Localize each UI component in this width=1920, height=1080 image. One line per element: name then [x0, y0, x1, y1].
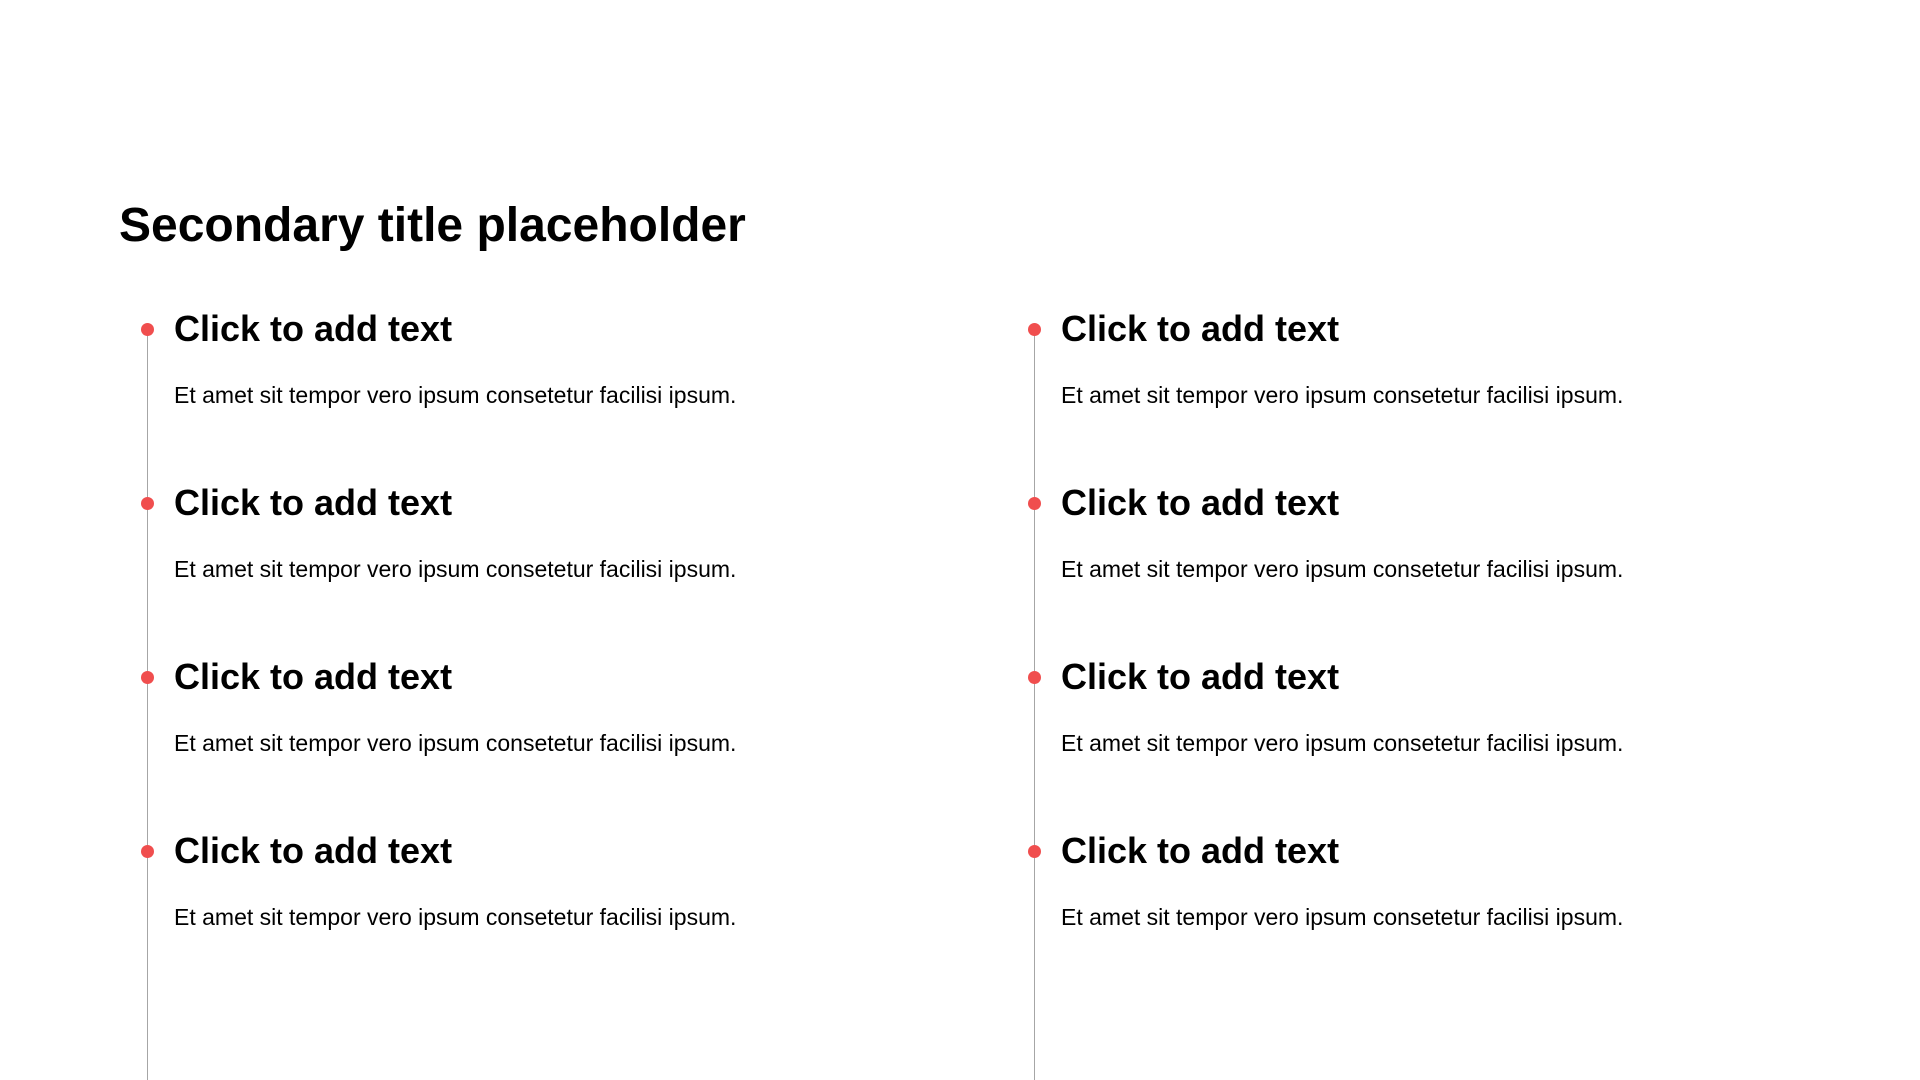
- timeline-dot-icon: [1028, 845, 1041, 858]
- item-description[interactable]: Et amet sit tempor vero ipsum consetetur facilisi ipsum.: [174, 904, 737, 930]
- item-heading[interactable]: Click to add text: [1061, 308, 1340, 349]
- timeline-item: [147, 308, 947, 455]
- item-description[interactable]: Et amet sit tempor vero ipsum consetetur facilisi ipsum.: [1061, 904, 1624, 930]
- timeline-column-left: [147, 308, 947, 1080]
- item-heading[interactable]: Click to add text: [1061, 656, 1340, 697]
- timeline-item: [1034, 656, 1834, 803]
- item-heading[interactable]: Click to add text: [174, 656, 453, 697]
- item-description[interactable]: Et amet sit tempor vero ipsum consetetur facilisi ipsum.: [174, 730, 737, 756]
- timeline-column-right: [1034, 308, 1834, 1080]
- timeline-dot-icon: [1028, 497, 1041, 510]
- timeline-item: [1034, 830, 1834, 977]
- timeline-dot-icon: [141, 323, 154, 336]
- timeline-item: [147, 482, 947, 629]
- timeline-dot-icon: [141, 845, 154, 858]
- timeline-dot-icon: [1028, 323, 1041, 336]
- item-description[interactable]: Et amet sit tempor vero ipsum consetetur facilisi ipsum.: [1061, 556, 1624, 582]
- item-heading[interactable]: Click to add text: [174, 308, 453, 349]
- item-heading[interactable]: Click to add text: [174, 830, 453, 871]
- item-heading[interactable]: Click to add text: [1061, 482, 1340, 523]
- timeline-item: [147, 656, 947, 803]
- timeline-dot-icon: [141, 671, 154, 684]
- timeline-item: [1034, 308, 1834, 455]
- item-description[interactable]: Et amet sit tempor vero ipsum consetetur facilisi ipsum.: [174, 556, 737, 582]
- item-description[interactable]: Et amet sit tempor vero ipsum consetetur facilisi ipsum.: [1061, 382, 1624, 408]
- item-description[interactable]: Et amet sit tempor vero ipsum consetetur facilisi ipsum.: [174, 382, 737, 408]
- timeline-dot-icon: [141, 497, 154, 510]
- timeline-dot-icon: [1028, 671, 1041, 684]
- item-heading[interactable]: Click to add text: [1061, 830, 1340, 871]
- timeline-item: [1034, 482, 1834, 629]
- item-description[interactable]: Et amet sit tempor vero ipsum consetetur facilisi ipsum.: [1061, 730, 1624, 756]
- slide-title[interactable]: Secondary title placeholder: [119, 199, 746, 252]
- item-heading[interactable]: Click to add text: [174, 482, 453, 523]
- timeline-item: [147, 830, 947, 977]
